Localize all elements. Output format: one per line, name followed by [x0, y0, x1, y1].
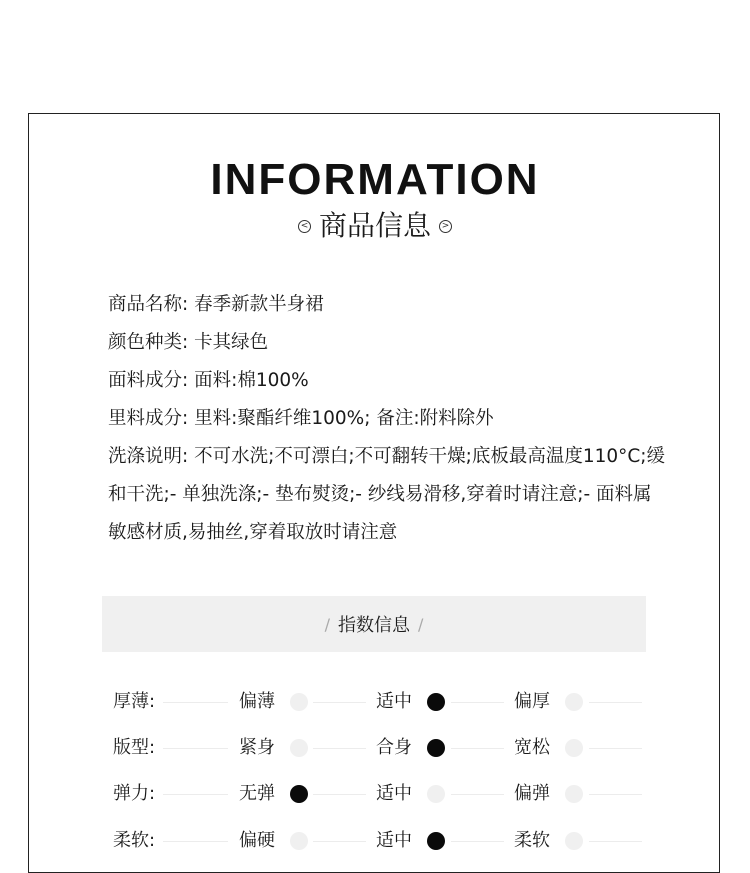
- index-option: 偏弹: [514, 783, 550, 804]
- index-option: 宽松: [514, 737, 550, 758]
- slash-left: /: [324, 614, 330, 634]
- unselected-dot-icon: [565, 739, 583, 757]
- info-row-name: [108, 286, 668, 324]
- unselected-dot-icon: [290, 693, 308, 711]
- index-row: [0, 828, 750, 854]
- scale-line: [451, 794, 504, 795]
- unselected-dot-icon: [565, 832, 583, 850]
- scale-line: [163, 702, 228, 703]
- selected-dot-icon: [290, 785, 308, 803]
- index-option: 适中: [376, 783, 412, 804]
- info-row-color: [108, 324, 668, 362]
- arrow-right-icon: >: [439, 220, 452, 233]
- selected-dot-icon: [427, 693, 445, 711]
- info-row-washing: [108, 438, 668, 552]
- scale-line: [163, 794, 228, 795]
- scale-line: [313, 841, 366, 842]
- info-value: 不可水洗;不可漂白;不可翻转干燥;底板最高温度110°C;缓和干洗;- 单独洗涤;- 垫布熨烫;- 纱线易滑移,穿着时请注意;- 面料属敏感材质,易抽丝,穿着取放时请注意: [108, 446, 666, 543]
- index-option: 偏硬: [239, 830, 275, 851]
- scale-line: [451, 841, 504, 842]
- unselected-dot-icon: [565, 785, 583, 803]
- scale-line: [163, 841, 228, 842]
- index-row: [0, 735, 750, 761]
- index-label: 厚薄:: [113, 691, 156, 712]
- scale-line: [589, 841, 642, 842]
- index-option: 紧身: [239, 737, 275, 758]
- scale-line: [589, 702, 642, 703]
- index-option: 偏厚: [514, 691, 550, 712]
- index-row: [0, 781, 750, 807]
- scale-line: [451, 702, 504, 703]
- product-info: [108, 286, 668, 552]
- scale-line: [313, 794, 366, 795]
- info-value: 面料:棉100%: [194, 370, 309, 391]
- info-row-fabric: [108, 362, 668, 400]
- title-english: INFORMATION: [210, 155, 540, 204]
- info-value: 里料:聚酯纤维100%; 备注:附料除外: [194, 408, 494, 429]
- scale-line: [451, 748, 504, 749]
- title-chinese-wrap: [0, 206, 750, 246]
- index-option: 无弹: [239, 783, 275, 804]
- index-label: 柔软:: [113, 830, 156, 851]
- selected-dot-icon: [427, 832, 445, 850]
- info-label: 洗涤说明:: [108, 446, 189, 467]
- info-value: 春季新款半身裙: [194, 294, 324, 315]
- index-label: 版型:: [113, 737, 156, 758]
- title-chinese: 商品信息: [318, 209, 431, 242]
- index-section-header: [102, 596, 646, 652]
- unselected-dot-icon: [565, 693, 583, 711]
- info-label: 商品名称:: [108, 294, 189, 315]
- info-label: 里料成分:: [108, 408, 189, 429]
- scale-line: [313, 748, 366, 749]
- info-label: 面料成分:: [108, 370, 189, 391]
- slash-right: /: [418, 614, 424, 634]
- scale-line: [313, 702, 366, 703]
- unselected-dot-icon: [290, 832, 308, 850]
- info-value: 卡其绿色: [194, 332, 269, 353]
- index-section-title: 指数信息: [338, 615, 410, 636]
- info-label: 颜色种类:: [108, 332, 189, 353]
- arrow-left-icon: <: [298, 220, 311, 233]
- scale-line: [589, 748, 642, 749]
- index-option: 合身: [376, 737, 412, 758]
- selected-dot-icon: [427, 739, 445, 757]
- info-row-lining: [108, 400, 668, 438]
- index-option: 偏薄: [239, 691, 275, 712]
- scale-line: [589, 794, 642, 795]
- index-label: 弹力:: [113, 783, 156, 804]
- index-row: [0, 689, 750, 715]
- index-option: 柔软: [514, 830, 550, 851]
- unselected-dot-icon: [427, 785, 445, 803]
- index-option: 适中: [376, 830, 412, 851]
- scale-line: [163, 748, 228, 749]
- unselected-dot-icon: [290, 739, 308, 757]
- index-option: 适中: [376, 691, 412, 712]
